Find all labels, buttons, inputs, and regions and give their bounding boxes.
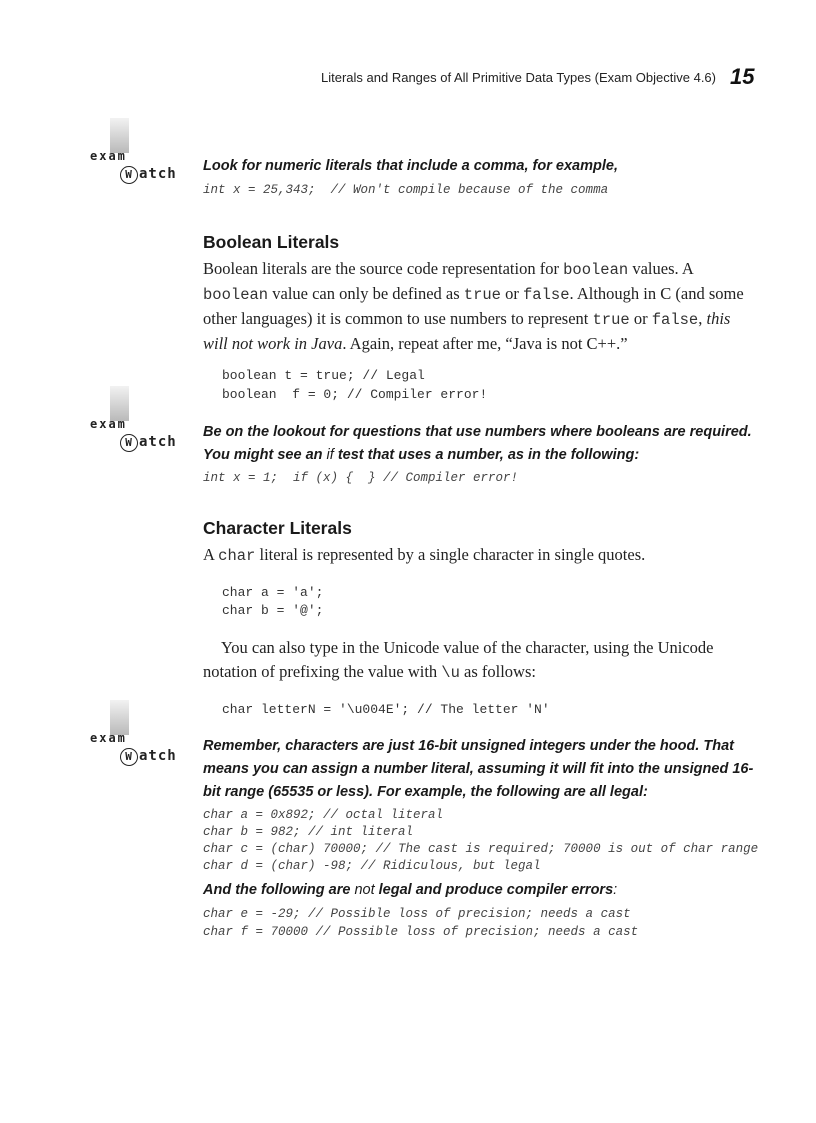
unicode-paragraph: You can also type in the Unicode value of the character, using the Unicode notation of prefixing the value with \u as follows:	[203, 638, 714, 682]
tip-boolean-code: int x = 1; if (x) { } // Compiler error!	[203, 471, 519, 485]
watch-label: W atch	[120, 166, 177, 184]
tip-char-code-line: char a = 0x892; // octal literal	[203, 808, 444, 822]
exam-watch-icon	[90, 386, 195, 466]
tip-char-code-line: char c = (char) 70000; // The cast is required; 70000 is out of char range	[203, 842, 759, 856]
exam-label: exam	[90, 417, 127, 431]
exam-watch-bar	[110, 118, 129, 153]
boolean-code-line: boolean t = true; // Legal	[222, 368, 425, 383]
watch-w-icon: W	[120, 166, 138, 184]
boolean-literals-heading: Boolean Literals	[203, 232, 340, 252]
exam-watch-bar	[110, 386, 129, 421]
char-code-line: char a = 'a';	[222, 585, 324, 600]
character-literals-heading: Character Literals	[203, 518, 352, 538]
unicode-code-line: char letterN = '\u004E'; // The letter 'N'	[222, 702, 550, 717]
exam-watch-bar	[110, 700, 129, 735]
tip-char-text: Remember, characters are just 16-bit unsigned integers under the hood. That means you can assign a number literal, assuming it will fit into the unsigned 16-bit range (65535 or less). For example, the following are all legal:	[203, 738, 754, 800]
tip-char-code-line: char b = 982; // int literal	[203, 825, 414, 839]
page-number: 15	[730, 64, 755, 89]
tip-comma-code: int x = 25,343; // Won't compile because of the comma	[203, 183, 609, 197]
boolean-code-line: boolean f = 0; // Compiler error!	[222, 387, 488, 402]
tip-char-not-legal-text: And the following are not legal and produce compiler errors:	[203, 882, 618, 898]
tip-char-code-block	[203, 807, 758, 875]
watch-label: W atch	[120, 434, 177, 452]
exam-watch-icon	[90, 700, 195, 780]
char-code-line: char b = '@';	[222, 603, 324, 618]
tip-char-error-code-line: char f = 70000 // Possible loss of precision; needs a cast	[203, 925, 639, 939]
tip-char-code-line: char d = (char) -98; // Ridiculous, but legal	[203, 859, 541, 873]
tip-char-error-code-line: char e = -29; // Possible loss of precision; needs a cast	[203, 907, 631, 921]
character-paragraph: A char literal is represented by a single character in single quotes.	[203, 545, 646, 565]
exam-label: exam	[90, 731, 127, 745]
exam-label: exam	[90, 149, 127, 163]
exam-watch-icon	[90, 118, 195, 198]
watch-w-icon: W	[120, 434, 138, 452]
boolean-paragraph: Boolean literals are the source code representation for boolean values. A boolean value can only be defined as true or false. Although in C (and some other languages) it is common to use numbers to represent true or false, this will not work in Java. Again, repeat after me, “Java is not C++.”	[203, 259, 744, 353]
tip-comma-text: Look for numeric literals that include a comma, for example,	[203, 158, 618, 174]
watch-label: W atch	[120, 748, 177, 766]
running-header: Literals and Ranges of All Primitive Data Types (Exam Objective 4.6)	[321, 70, 716, 85]
tip-char-error-code-block	[203, 905, 638, 941]
watch-w-icon: W	[120, 748, 138, 766]
tip-boolean-text: Be on the lookout for questions that use numbers where booleans are required. You might see an if test that uses a number, as in the following:	[203, 424, 752, 463]
